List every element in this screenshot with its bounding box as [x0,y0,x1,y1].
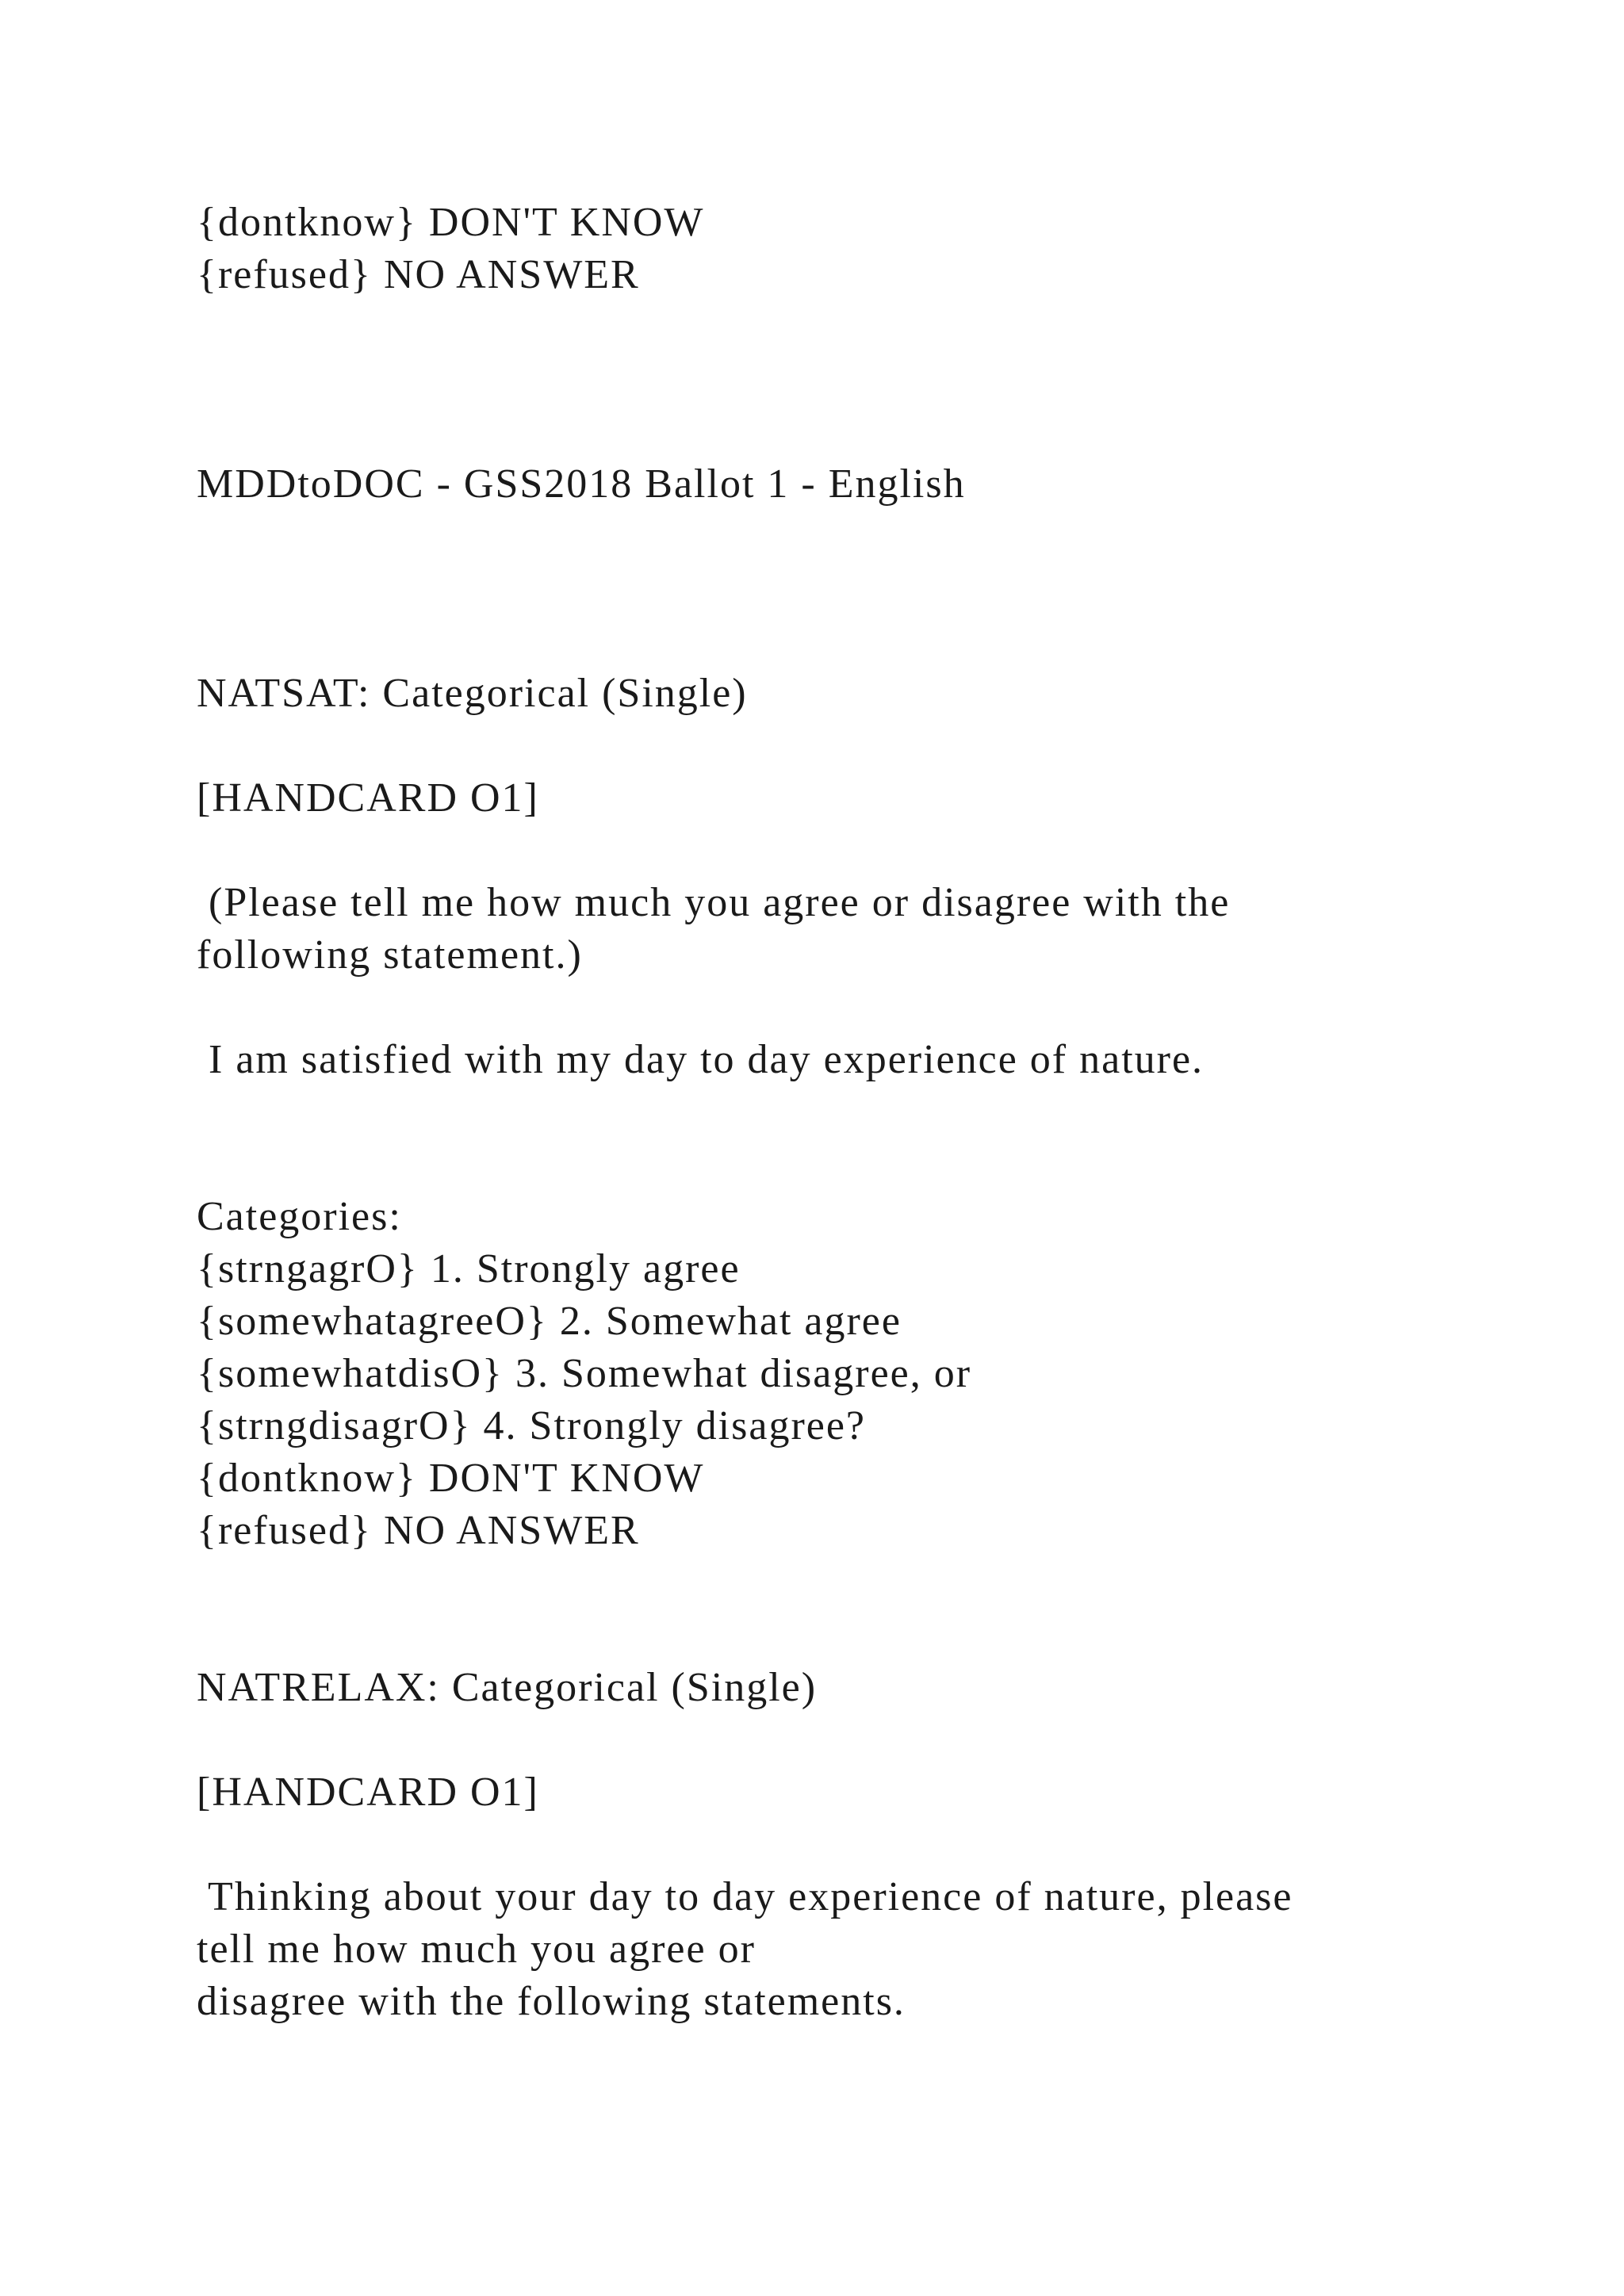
natsat-instruction-line: (Please tell me how much you agree or disagree with the [197,880,1231,925]
natrelax-question-line: tell me how much you agree or [197,1927,756,1972]
natrelax-title: NATRELAX: Categorical (Single) [197,1665,818,1710]
natsat-category-item: {strngagrO} 1. Strongly agree [197,1246,741,1292]
natsat-category-item: {dontknow} DON'T KNOW [197,1456,705,1501]
natsat-categories-label: Categories: [197,1194,402,1239]
natsat-category-item: {strngdisagrO} 4. Strongly disagree? [197,1403,867,1448]
natsat-category-item: {somewhatdisO} 3. Somewhat disagree, or [197,1351,972,1396]
natsat-category-item: {somewhatagreeO} 2. Somewhat agree [197,1299,902,1344]
natrelax-question-line: disagree with the following statements. [197,1979,906,2024]
natsat-statement: I am satisfied with my day to day experience of nature. [197,1037,1205,1082]
natrelax-question-line: Thinking about your day to day experience of nature, please [197,1874,1293,1919]
natsat-title: NATSAT: Categorical (Single) [197,671,748,716]
document-header: MDDtoDOC - GSS2018 Ballot 1 - English [197,461,966,507]
option-refused: {refused} NO ANSWER [197,252,640,297]
option-dontknow: {dontknow} DON'T KNOW [197,200,705,245]
natsat-instruction-line: following statement.) [197,932,583,978]
natsat-category-item: {refused} NO ANSWER [197,1508,640,1553]
natsat-handcard: [HANDCARD O1] [197,775,539,821]
natrelax-handcard: [HANDCARD O1] [197,1770,539,1815]
